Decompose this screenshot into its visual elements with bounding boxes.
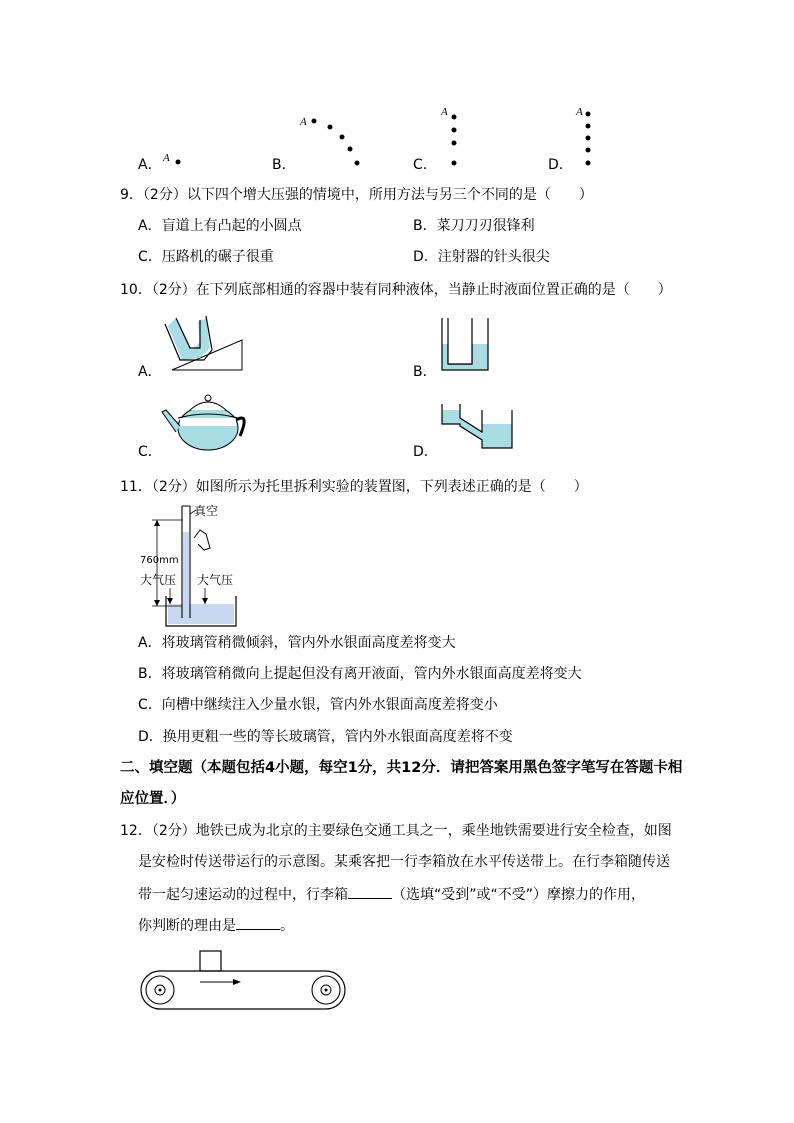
section-2-heading-line2: 应位置．） [120,791,186,807]
point-a-label: A [441,106,448,118]
point-a-label: A [300,116,307,128]
q12-line3-text-a: 带一起匀速运动的过程中，行李箱 [138,887,348,903]
luggage-box [200,951,221,971]
atm-pressure-right-label: 大气压 [197,573,234,587]
q9-option-c[interactable]: C．压路机的碾子很重 [138,249,274,265]
q9-stem: 9．（2分）以下四个增大压强的情境中，所用方法与另三个不同的是（ ） [120,187,593,203]
q8-option-b-label[interactable]: B． [272,157,296,173]
q9-option-a[interactable]: A．盲道上有凸起的小圆点 [138,218,302,234]
q12-line4-text-b: 。 [280,918,294,934]
q10-option-c[interactable]: C． [138,444,162,460]
q12-line3-text-b: （选填“受到”或“不受”）摩擦力的作用， [392,887,646,903]
q10-option-a[interactable]: A． [138,364,162,380]
q11-option-b[interactable]: B．将玻璃管稍微向上提起但没有离开液面，管内外水银面高度差将变大 [138,666,582,682]
q12-line2: 是安检时传送带运行的示意图。某乘客把一行李箱放在水平传送带上。在行李箱随传送 [138,854,670,870]
vacuum-label: 真空 [194,504,219,518]
q12-line1: 12．（2分）地铁已成为北京的主要绿色交通工具之一，乘坐地铁需要进行安全检查，如图 [120,823,672,839]
belt [141,971,345,1009]
q9-option-b[interactable]: B．菜刀刀刃很锋利 [413,218,535,234]
q10-option-d[interactable]: D． [413,444,438,460]
height-760mm-label: 760mm [140,555,179,566]
atm-pressure-left-label: 大气压 [140,573,177,587]
q11-option-d[interactable]: D．换用更粗一些的等长玻璃管，管内外水银面高度差将不变 [138,729,513,745]
q11-option-a[interactable]: A．将玻璃管稍微倾斜，管内外水银面高度差将变大 [138,635,456,651]
q9-option-d[interactable]: D．注射器的针头很尖 [413,249,550,265]
q8-option-d-label[interactable]: D． [548,157,573,173]
q10-stem: 10．（2分）在下列底部相通的容器中装有同种液体，当静止时液面位置正确的是（ ） [120,282,672,298]
q11-option-c[interactable]: C．向槽中继续注入少量水银，管内外水银面高度差将变小 [138,697,498,713]
q8-option-c-label[interactable]: C． [413,157,437,173]
point-a-label: A [163,152,170,164]
q12-line4-text-a: 你判断的理由是 [138,918,236,934]
section-2-heading-line1: 二、填空题（本题包括4小题，每空1分，共12分．请把答案用黑色签字笔写在答题卡相 [120,760,683,776]
q10-option-b[interactable]: B． [413,364,437,380]
q8-option-a-label[interactable]: A． [138,157,162,173]
point-a-label: A [576,106,583,118]
q11-stem: 11．（2分）如图所示为托里拆利实验的装置图，下列表述正确的是（ ） [120,479,588,495]
